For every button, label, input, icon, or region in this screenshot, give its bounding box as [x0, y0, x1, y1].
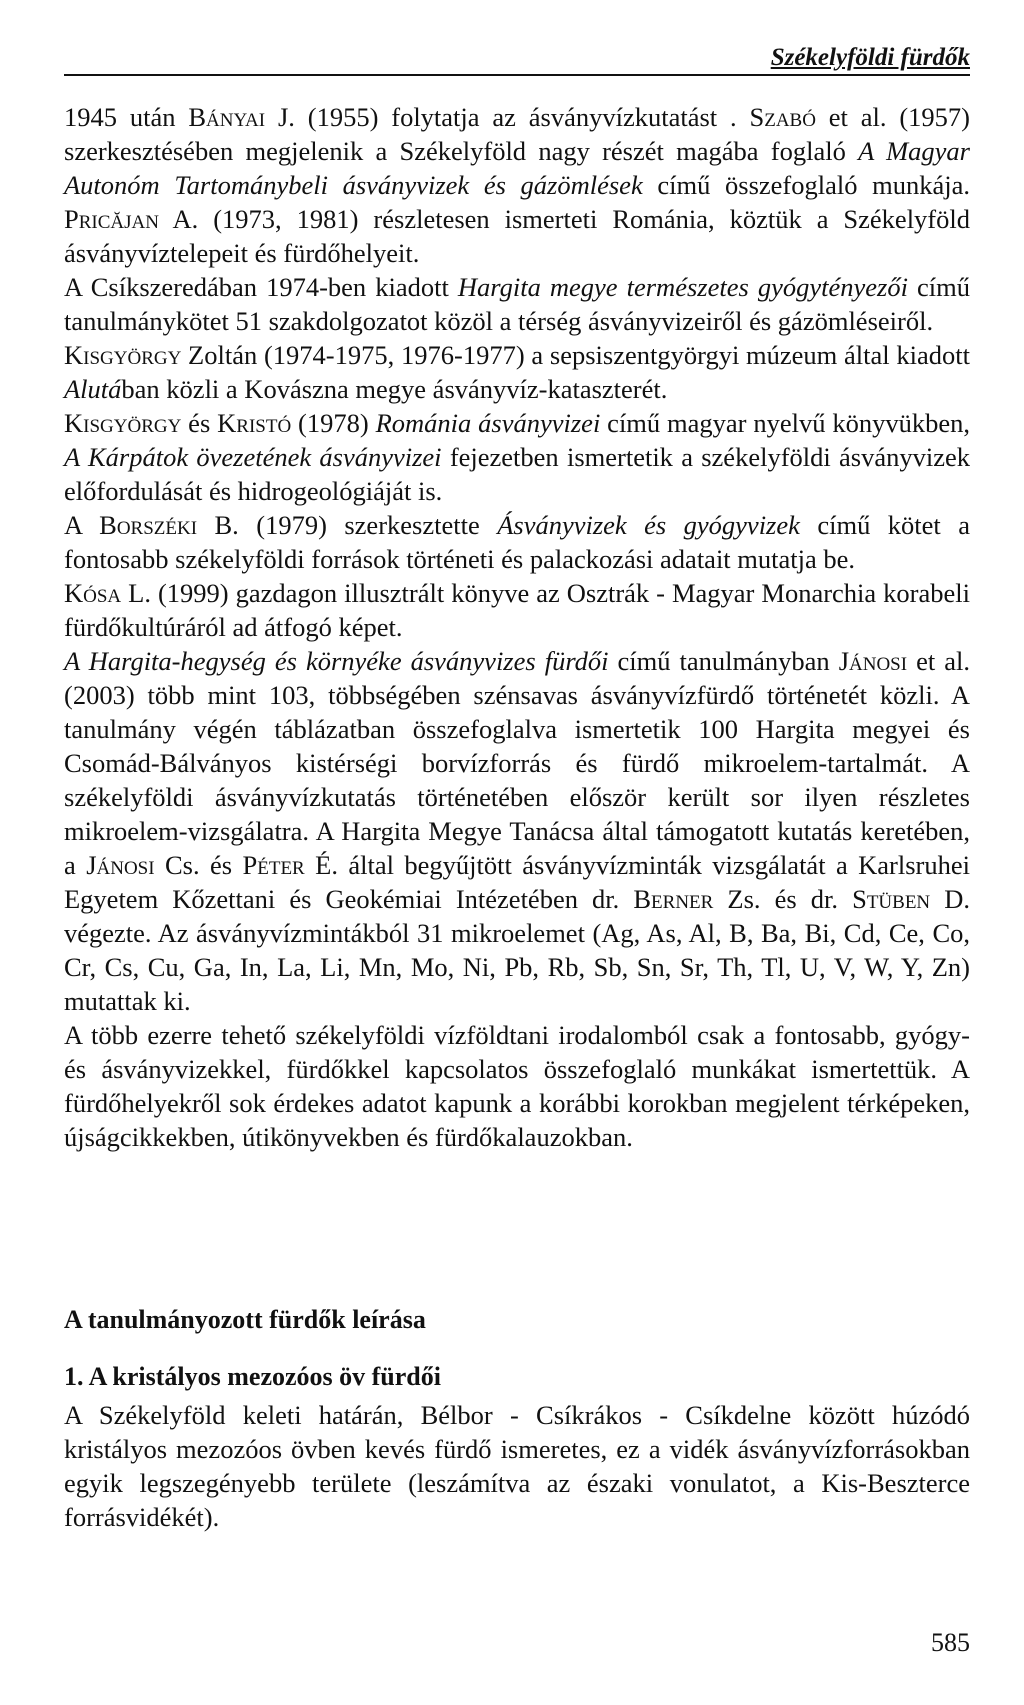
- text-run: A több ezerre tehető székelyföldi vízföldtani irodalomból csak a fontosabb, gyógy- és ásványvizekkel, fürdőkkel kapcsolatos összefoglaló munkákat ismertettük. A fürdőhelyekről sok érdekes adatot kapunk a korábbi korokban megjelent térképeken, újságcikkekben, útikönyvekben és fürdőkalauzokban.: [64, 1020, 970, 1152]
- text-run: A. (1973, 1981) részletesen ismerteti Románia, köztük a Székelyföld ásványvíztelepeit és fürdőhelyeit.: [64, 204, 970, 268]
- paragraph: [64, 644, 970, 1018]
- author-name: Bányai: [188, 102, 266, 132]
- author-name: Péter: [242, 850, 305, 880]
- text-run: és: [181, 408, 218, 438]
- header-rule: [64, 74, 970, 76]
- running-head-title: Székelyföldi fürdők: [770, 44, 970, 71]
- text-run: A Csíkszeredában 1974-ben kiadott: [64, 272, 458, 302]
- page-number: 585: [931, 1628, 970, 1657]
- text-run: et al. (1957) szerkesztésében megjelenik a Székelyföld nagy részét magába foglaló: [64, 102, 971, 166]
- body-text: [64, 100, 970, 1154]
- subsection-heading: 1. A kristályos mezozóos öv fürdői: [64, 1362, 441, 1391]
- text-run: 1945 után: [64, 102, 189, 132]
- paragraph: [64, 1018, 970, 1154]
- text-run: D. végezte. Az ásványvízmintákból 31 mikroelemet (Ag, As, Al, B, Ba, Bi, Cd, Ce, Co, Cr, Cs, Cu, Ga, In, La, Li, Mn, Mo, Ni, Pb, Rb, Sb, Sn, Sr, Th, Tl, U, V, W, Y, Zn) mutattak ki.: [64, 884, 970, 1016]
- paragraph: [64, 406, 970, 508]
- author-name: Kisgyörgy: [64, 340, 182, 370]
- italic-title: Alutá: [64, 374, 122, 404]
- text-run: et al. (2003) több mint 103, többségében szénsavas ásványvízfürdő történetét közli. A tanulmány végén táblázatban összefoglalva ismertetik 100 Hargita megyei és Csomád-Bálványos kistérségi borvízforrás és fürdő mikroelem-tartalmát. A székelyföldi ásványvízkutatás történetében először került sor ilyen részletes mikroelem-vizsgálatra. A Hargita Megye Tanácsa által támogatott kutatás keretében, a: [64, 646, 970, 880]
- italic-title: Ásványvizek és gyógyvizek: [497, 510, 800, 540]
- paragraph: [64, 508, 970, 576]
- author-name: Stüben: [852, 884, 931, 914]
- italic-title: A Magyar Autonóm Tartománybeli ásványvizek és gázömlések: [64, 136, 970, 200]
- author-name: Kósa: [64, 578, 122, 608]
- text-run: című tanulmányban: [608, 646, 839, 676]
- italic-title: A Hargita-hegység és környéke ásványvizes fürdői: [64, 646, 609, 676]
- text-run: fejezetben ismertetik a székelyföldi ásványvizek előfordulását és hidrogeológiáját is.: [64, 442, 970, 506]
- text-run: (1978): [291, 408, 376, 438]
- text-run: L. (1999) gazdagon illusztrált könyve az Osztrák - Magyar Monarchia korabeli fürdőkultúráról ad átfogó képet.: [64, 578, 970, 642]
- paragraph: [64, 576, 970, 644]
- paragraph: [64, 270, 970, 338]
- text-run: É. által begyűjtött ásványvízminták vizsgálatát a Karlsruhei Egyetem Kőzettani és Geokémiai Intézetében dr.: [64, 850, 970, 914]
- text-run: című magyar nyelvű könyvükben,: [600, 408, 971, 438]
- text-run: ban közli a Kovászna megye ásványvíz-kataszterét.: [121, 374, 668, 404]
- italic-title: Románia ásványvizei: [375, 408, 601, 438]
- author-name: Berner: [633, 884, 714, 914]
- author-name: Jánosi: [86, 850, 155, 880]
- section-heading: A tanulmányozott fürdők leírása: [64, 1305, 426, 1334]
- text-run: Zoltán (1974-1975, 1976-1977) a sepsiszentgyörgyi múzeum által kiadott: [181, 340, 970, 370]
- author-name: Borszéki: [99, 510, 198, 540]
- text-run: A: [64, 510, 100, 540]
- section-paragraph: A Székelyföld keleti határán, Bélbor - Csíkrákos - Csíkdelne között húzódó kristályos mezozóos övben kevés fürdő ismeretes, ez a vidék ásványvízforrásokban egyik legszegényebb területe (leszámítva az északi vonulatot, a Kis-Beszterce forrásvidékét).: [64, 1400, 970, 1532]
- text-run: B. (1979) szerkesztette: [197, 510, 498, 540]
- text-run: című tanulmánykötet 51 szakdolgozatot közöl a térség ásványvizeiről és gázömléseiről.: [64, 272, 970, 336]
- text-run: Cs. és: [154, 850, 243, 880]
- paragraph: [64, 338, 970, 406]
- italic-title: A Kárpátok övezetének ásványvizei: [64, 442, 442, 472]
- text-run: című kötet a fontosabb székelyföldi források történeti és palackozási adatait mutatja be.: [64, 510, 971, 574]
- text-run: J. (1955) folytatja az ásványvízkutatást .: [265, 102, 750, 132]
- text-run: című összefoglaló munkája.: [642, 170, 971, 200]
- author-name: Pricăjan: [64, 204, 159, 234]
- author-name: Kisgyörgy: [64, 408, 182, 438]
- author-name: Szabó: [749, 102, 816, 132]
- author-name: Kristó: [217, 408, 292, 438]
- text-run: Zs. és dr.: [713, 884, 853, 914]
- paragraph: [64, 100, 970, 270]
- author-name: Jánosi: [838, 646, 908, 676]
- italic-title: Hargita megye természetes gyógytényezői: [457, 272, 908, 302]
